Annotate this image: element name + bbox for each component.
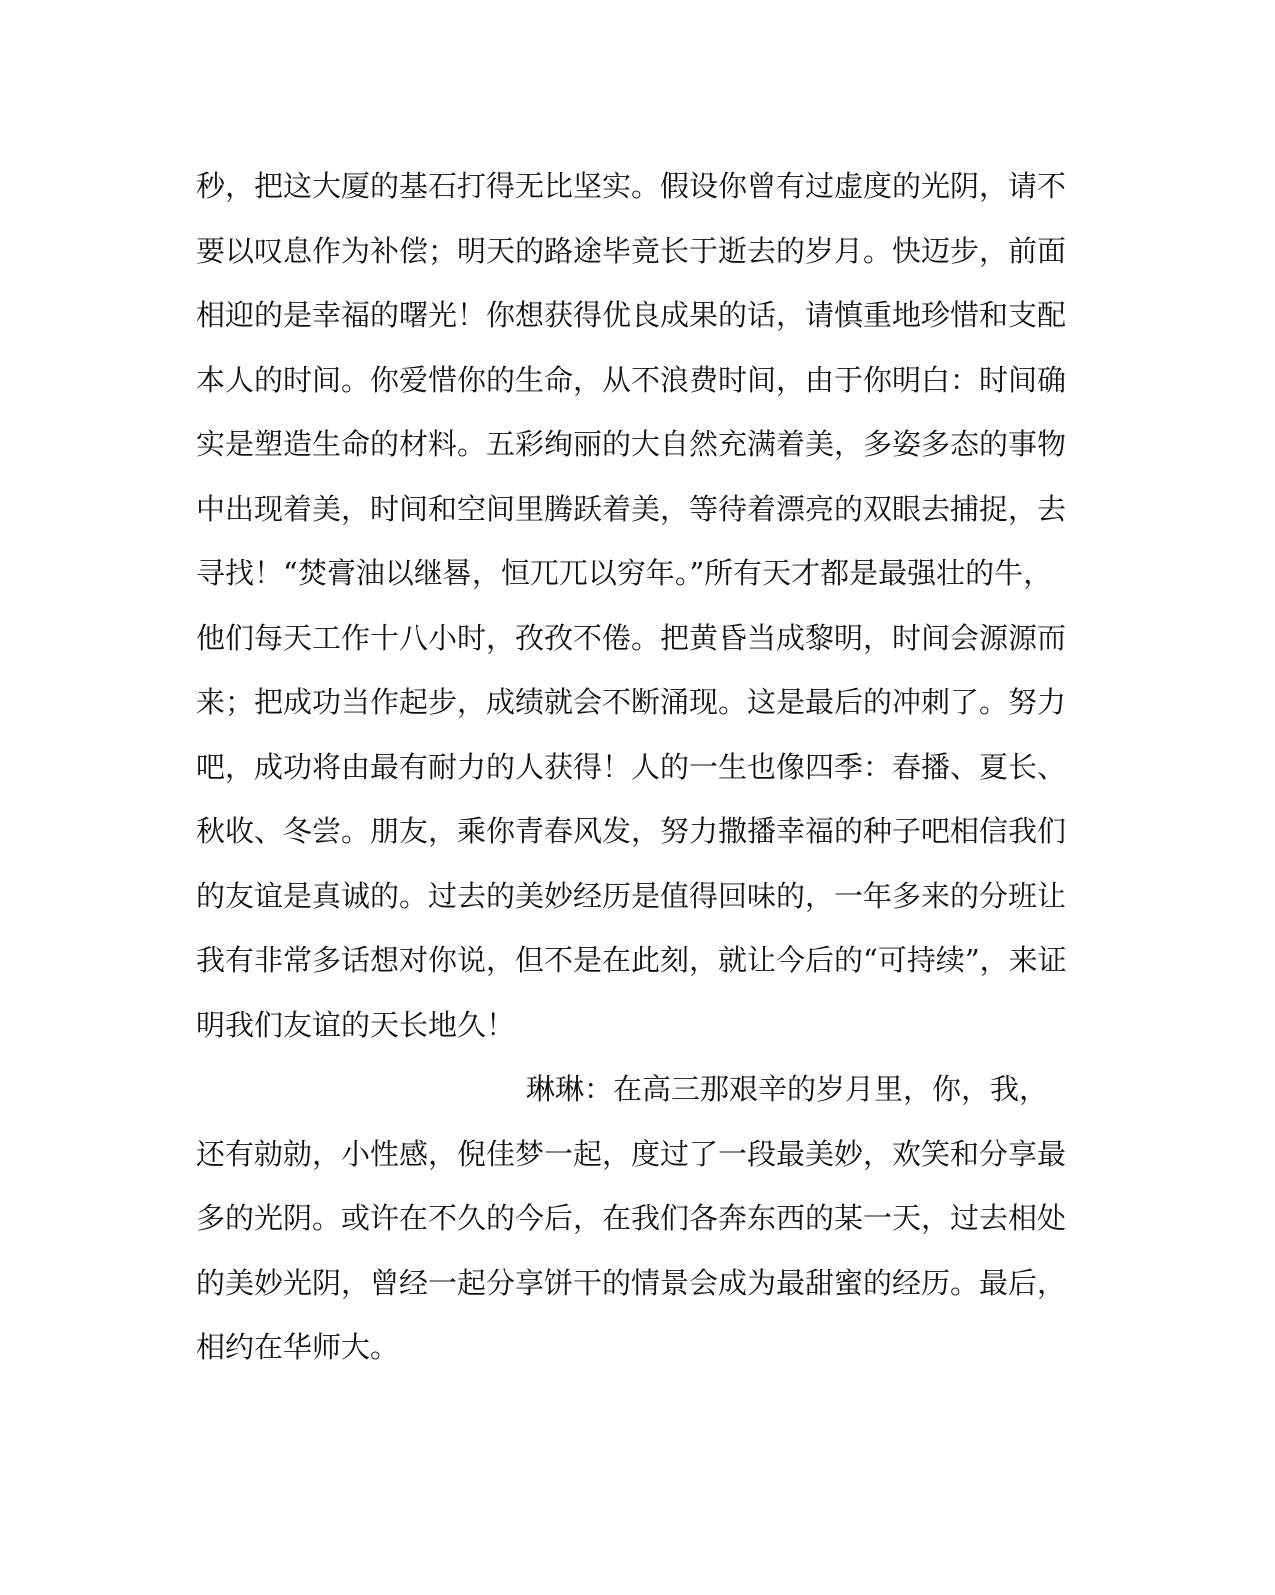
text-line: 本人的时间。你爱惜你的生命，从不浪费时间，由于你明白：时间确 bbox=[196, 362, 1067, 397]
text-line: 他们每天工作十八小时，孜孜不倦。把黄昏当成黎明，时间会源源而 bbox=[196, 620, 1067, 655]
text-line: 还有勍勍，小性感，倪佳梦一起，度过了一段最美妙，欢笑和分享最 bbox=[196, 1136, 1067, 1171]
text-line: 要以叹息作为补偿；明天的路途毕竟长于逝去的岁月。快迈步，前面 bbox=[196, 233, 1067, 268]
text-line: 寻找！“焚膏油以继晷，恒兀兀以穷年。”所有天才都是最强壮的牛， bbox=[196, 556, 1053, 590]
text-line: 实是塑造生命的材料。五彩绚丽的大自然充满着美，多姿多态的事物 bbox=[196, 427, 1067, 461]
text-line: 中出现着美，时间和空间里腾跃着美，等待着漂亮的双眼去捕捉，去 bbox=[196, 491, 1067, 526]
text-line: 吧，成功将由最有耐力的人获得！人的一生也像四季：春播、夏长、 bbox=[196, 749, 1067, 784]
text-line: 来；把成功当作起步，成绩就会不断涌现。这是最后的冲刺了。努力 bbox=[196, 685, 1067, 719]
text-line: 多的光阴。或许在不久的今后，在我们各奔东西的某一天，过去相处 bbox=[196, 1201, 1067, 1235]
text-line: 我有非常多话想对你说，但不是在此刻，就让今后的“可持续”，来证 bbox=[196, 943, 1067, 977]
text-line: 的友谊是真诚的。过去的美妙经历是值得回味的，一年多来的分班让 bbox=[196, 878, 1067, 913]
paragraph-start-line: 琳琳：在高三那艰辛的岁月里，你，我， bbox=[526, 1072, 1049, 1106]
text-line: 的美妙光阴，曾经一起分享饼干的情景会成为最甜蜜的经历。最后， bbox=[196, 1265, 1067, 1300]
text-line: 秋收、冬尝。朋友，乘你青春风发，努力撒播幸福的种子吧相信我们 bbox=[196, 814, 1067, 848]
body-text bbox=[196, 154, 1076, 1380]
text-line: 相迎的是幸福的曙光！你想获得优良成果的话，请慎重地珍惜和支配 bbox=[196, 298, 1067, 332]
text-line: 相约在华师大。 bbox=[196, 1330, 400, 1364]
text-line: 秒，把这大厦的基石打得无比坚实。假设你曾有过虚度的光阴，请不 bbox=[196, 169, 1067, 203]
text-line: 明我们友谊的天长地久！ bbox=[196, 1007, 516, 1042]
